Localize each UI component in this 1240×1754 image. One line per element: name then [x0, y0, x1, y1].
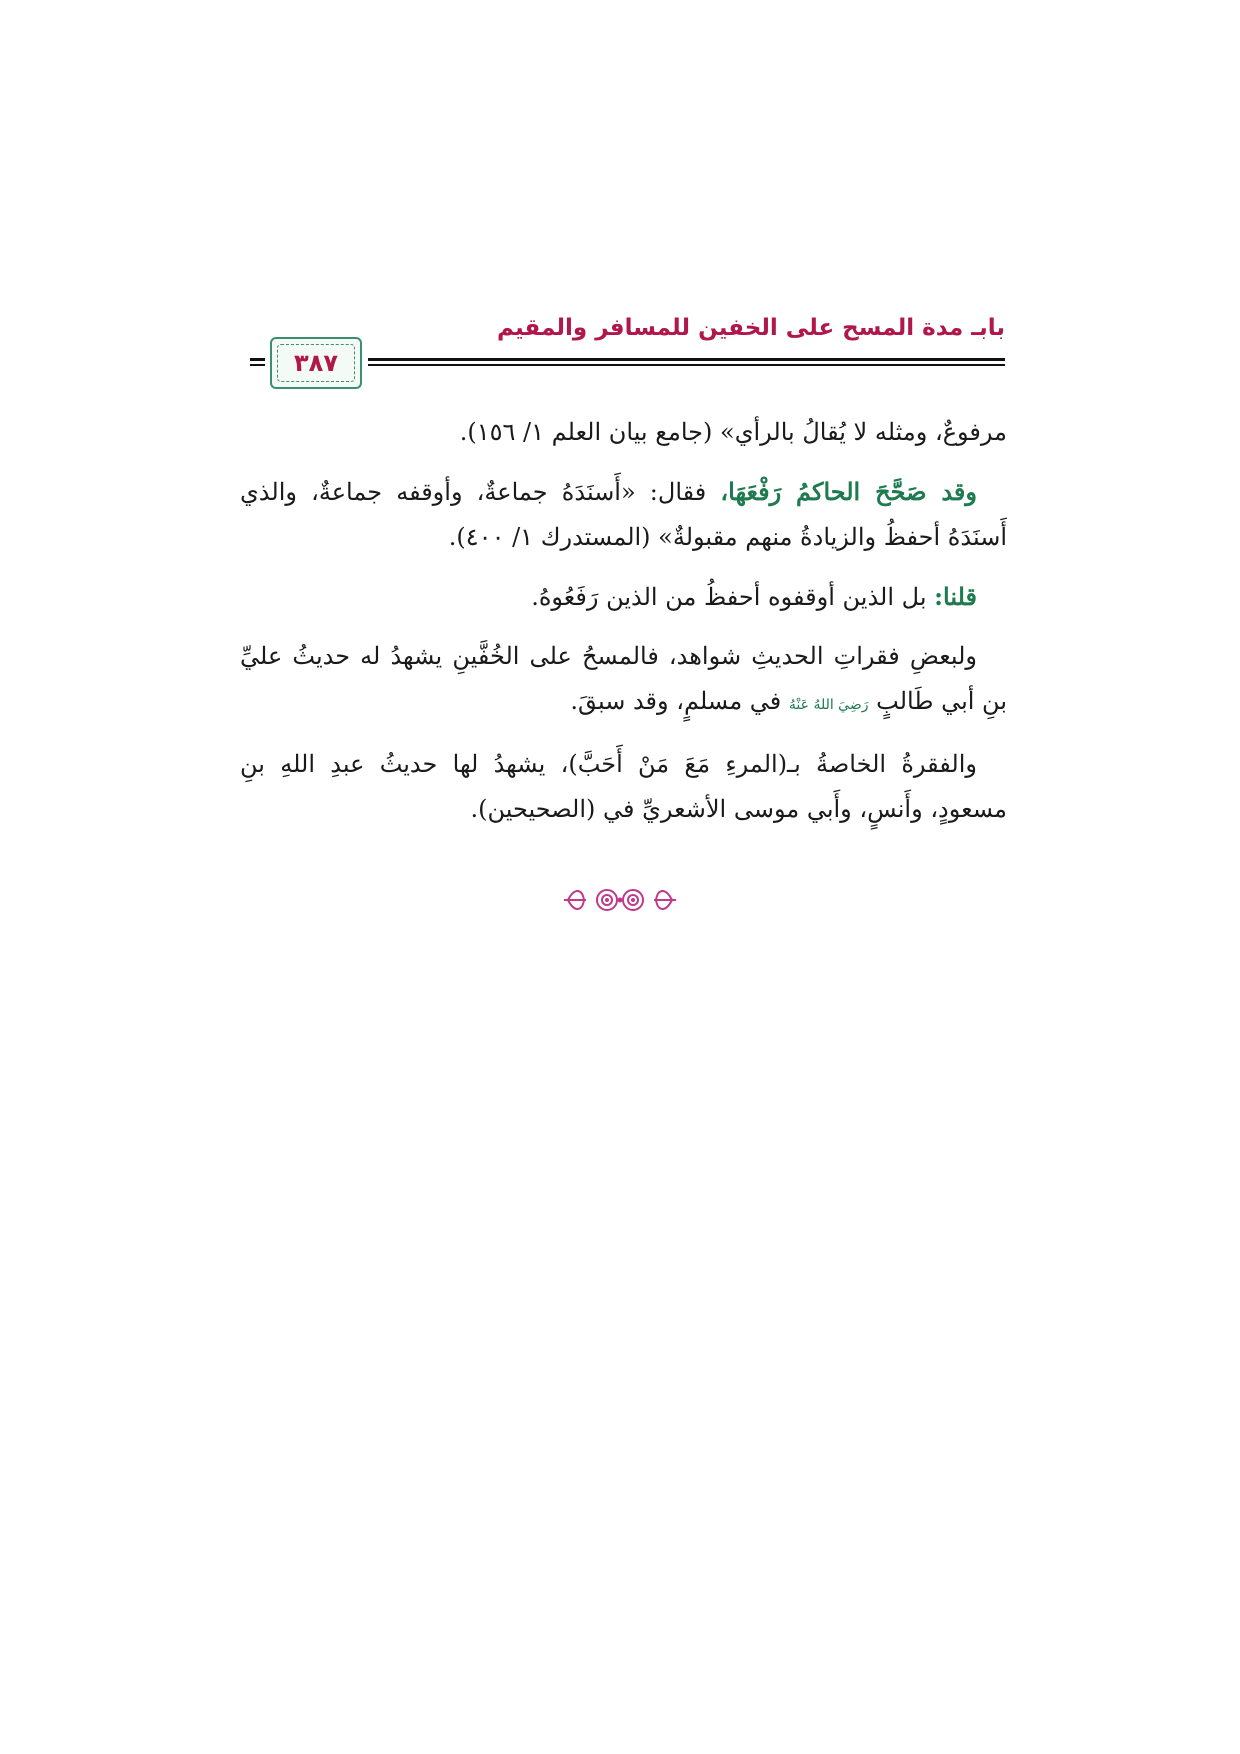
- header-rule-right: [368, 358, 1005, 366]
- paragraph-3-text: بل الذين أوقفوه أحفظُ من الذين رَفَعُوهُ.: [531, 583, 935, 611]
- paragraph-4-text-a: ولبعضِ فقراتِ الحديثِ شواهد، فالمسحُ على الخُفَّينِ يشهدُ له حديثُ عليِّ بنِ أبي طَالبٍ: [240, 642, 1007, 715]
- main-text: [240, 410, 1007, 846]
- page-number-badge: [270, 337, 362, 389]
- header-rule-left: [250, 358, 265, 366]
- paragraph-2: [240, 469, 1007, 560]
- paragraph-3: [240, 574, 1007, 620]
- page-header: [250, 315, 1005, 395]
- honorific-symbol: رَضِيَ اللهُ عَنْهُ: [788, 697, 869, 713]
- paragraph-2-lead: وقد صَحَّحَ الحاكمُ رَفْعَهَا،: [720, 477, 977, 506]
- paragraph-2-text: فقال: «أَسنَدَهُ جماعةٌ، وأوقفه جماعةٌ، والذي أَسنَدَهُ أحفظُ والزيادةُ منهم مقبولةٌ» (المستدرك ١/ ٤٠٠).: [240, 478, 1007, 551]
- paragraph-4: [240, 634, 1007, 728]
- section-end-ornament-icon: [560, 880, 680, 920]
- page-number: ٣٨٧: [294, 349, 338, 377]
- paragraph-1: مرفوعٌ، ومثله لا يُقالُ بالرأي» (جامع بيان العلم ١/ ١٥٦).: [459, 418, 1007, 446]
- paragraph-3-lead: قلنا:: [934, 582, 977, 611]
- chapter-title: بابـ مدة المسح على الخفين للمسافر والمقيم: [496, 315, 1005, 341]
- paragraph-5: والفقرةُ الخاصةُ بـ(المرءِ مَعَ مَنْ أَحَبَّ)، يشهدُ لها حديثُ عبدِ اللهِ بنِ مسعودٍ، وأَنسٍ، وأَبي موسى الأشعريِّ في (الصحيحين).: [240, 750, 1007, 823]
- paragraph-4-text-b: في مسلمٍ، وقد سبقَ.: [570, 687, 789, 715]
